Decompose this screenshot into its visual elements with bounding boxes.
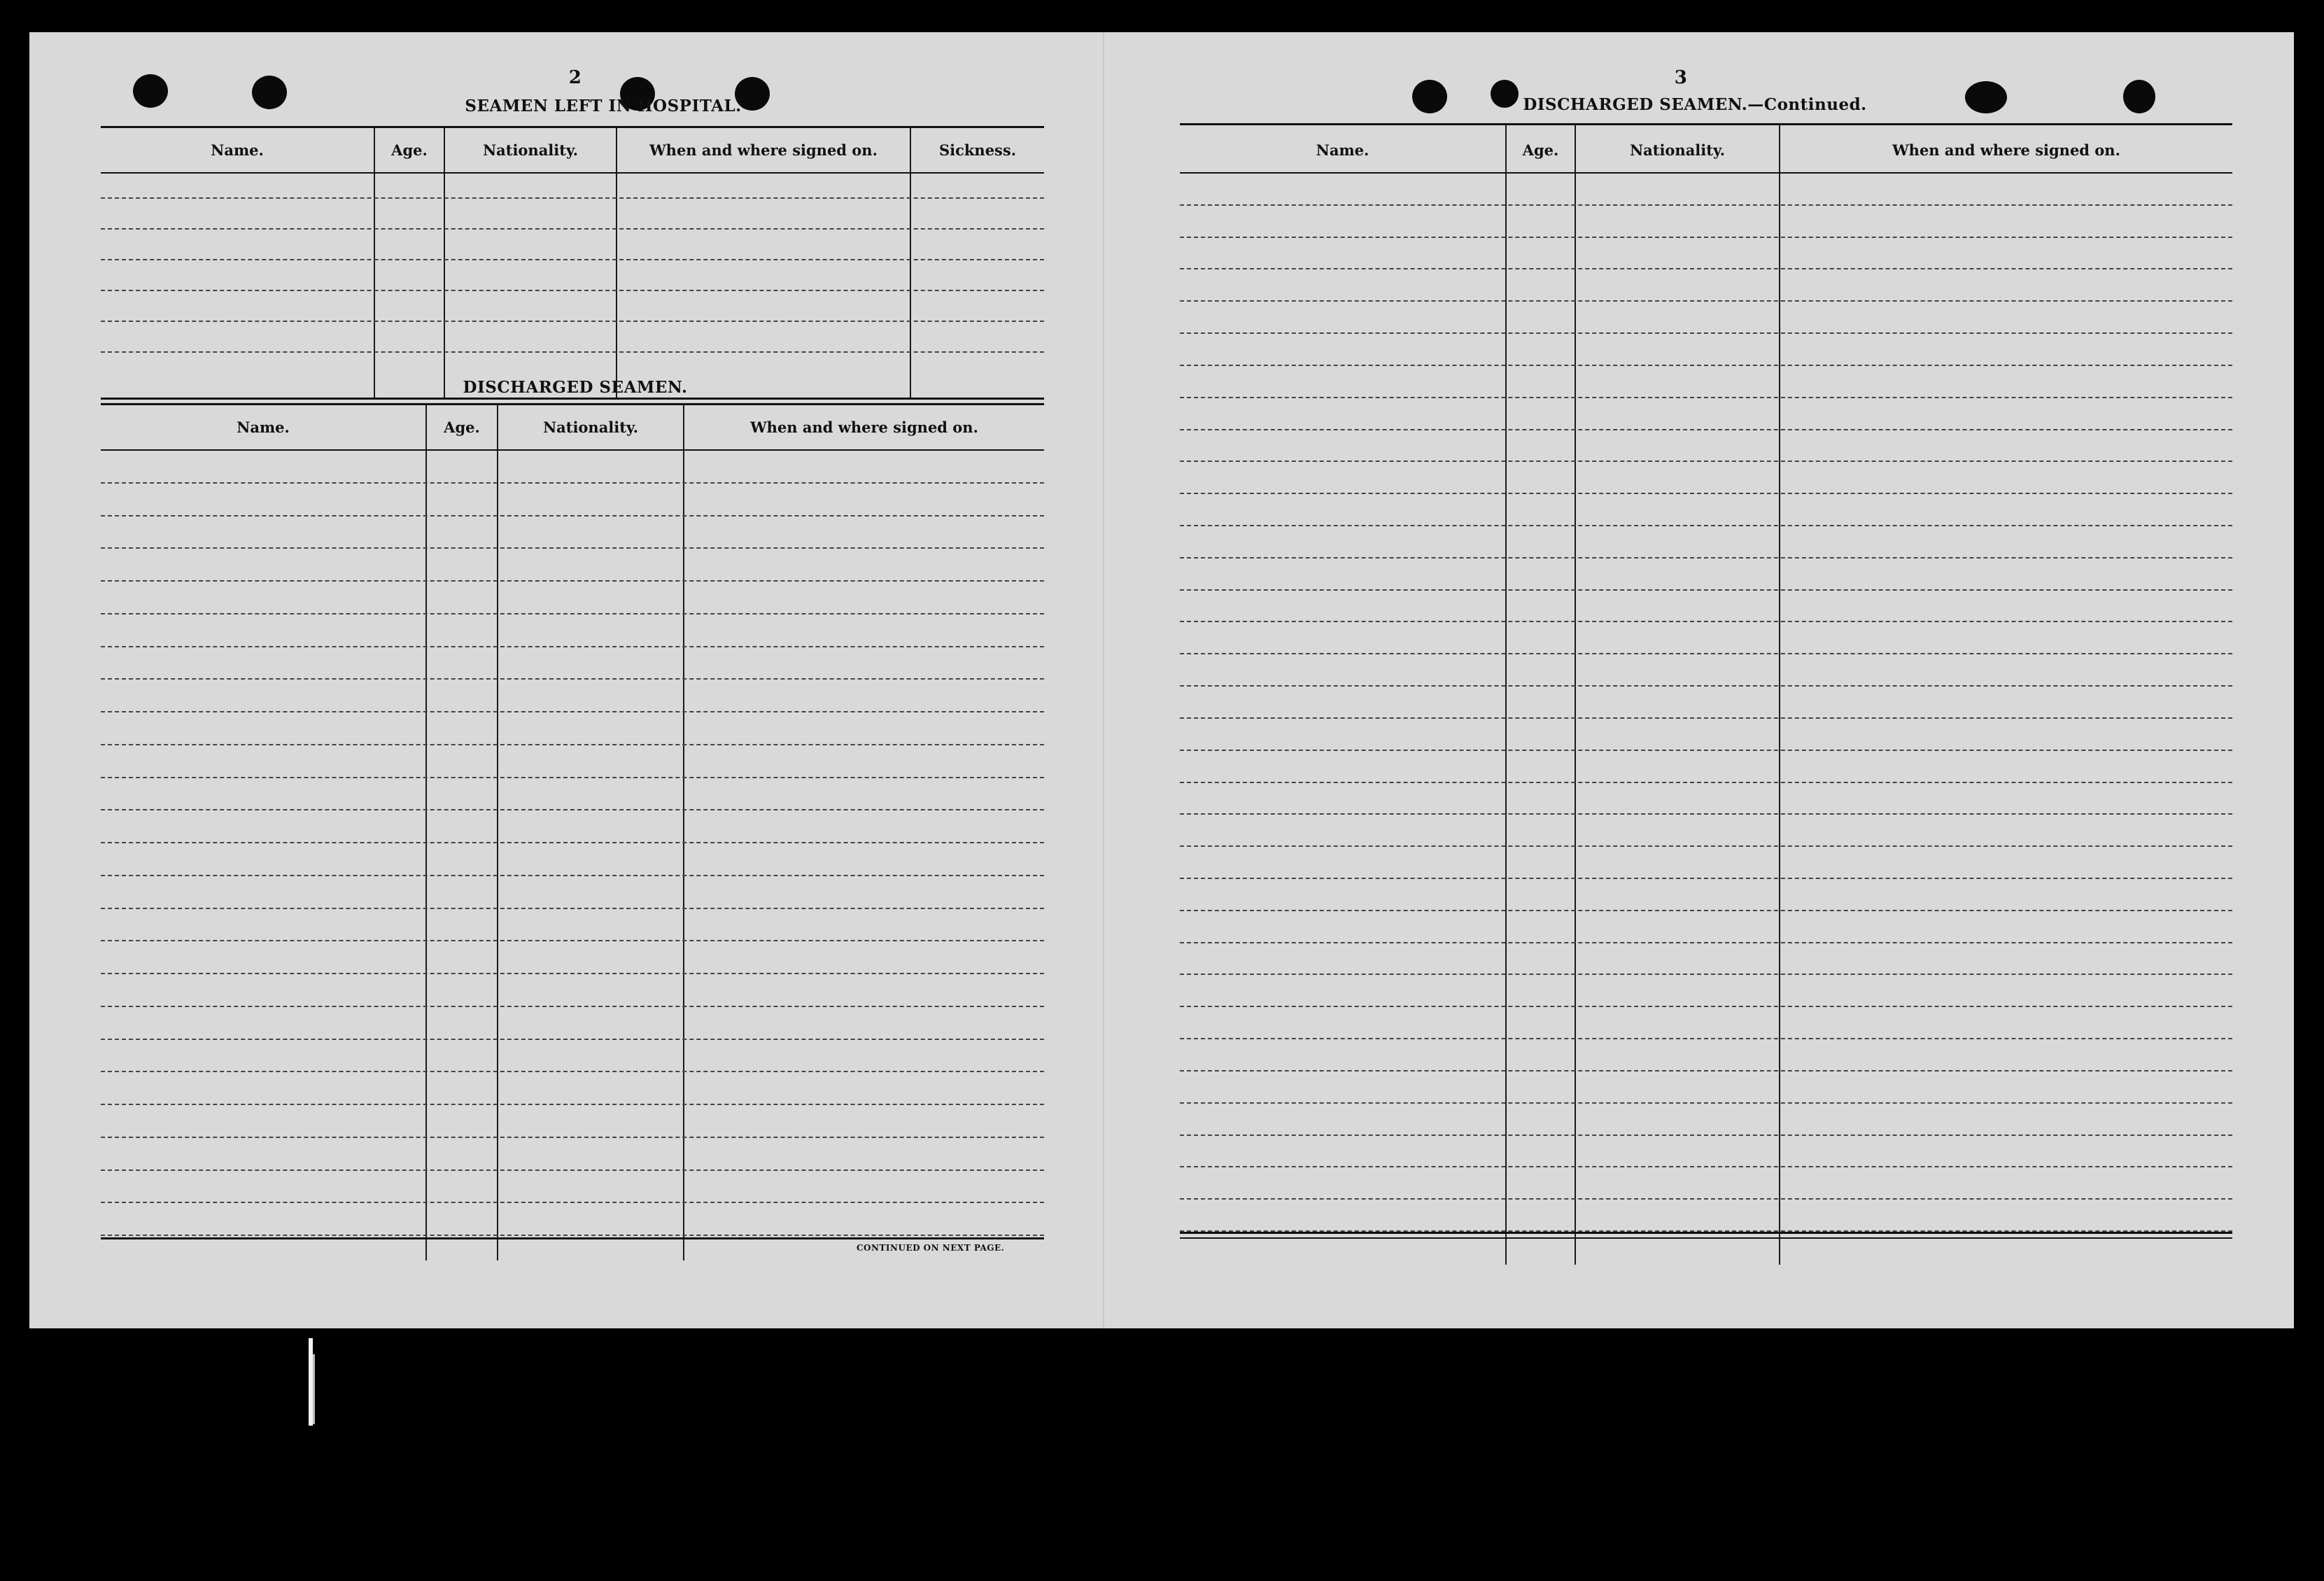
entry-row (101, 1137, 1044, 1138)
entry-row (1180, 268, 2232, 269)
entry-row (101, 351, 1044, 353)
entry-row (1180, 557, 2232, 558)
entry-row (1180, 1134, 2232, 1136)
hospital-col-name: Name. (211, 141, 264, 159)
punch-hole (1965, 81, 2007, 113)
entry-row (1180, 942, 2232, 943)
document-sheet (29, 32, 2294, 1328)
entry-row (1180, 1006, 2232, 1007)
column-divider (497, 405, 498, 1260)
entry-row (1180, 204, 2232, 206)
column-divider (1575, 125, 1576, 1265)
entry-row (1180, 332, 2232, 334)
entry-row (101, 1104, 1044, 1105)
entry-row (1180, 1070, 2232, 1071)
entry-row (101, 678, 1044, 680)
entry-row (101, 482, 1044, 484)
column-divider (616, 128, 617, 398)
header-underline (1180, 172, 2232, 174)
entry-row (101, 547, 1044, 549)
discharged-col-nationality: Nationality. (542, 419, 639, 436)
entry-row (1180, 813, 2232, 815)
hospital-col-nationality: Nationality. (482, 141, 579, 159)
entry-row (1180, 1198, 2232, 1200)
table-bottom-rule (101, 398, 1044, 400)
column-divider (1505, 125, 1507, 1265)
entry-row (101, 1202, 1044, 1203)
entry-row (101, 842, 1044, 843)
entry-row (1180, 845, 2232, 847)
column-divider (1779, 125, 1780, 1265)
entry-row (1180, 685, 2232, 687)
entry-row (1180, 300, 2232, 302)
entry-row (101, 1071, 1044, 1072)
entry-row (1180, 621, 2232, 622)
discharged-col-signed-on: When and where signed on. (750, 419, 978, 436)
hospital-section-title: SEAMEN LEFT IN HOSPITAL. (465, 97, 742, 115)
entry-row (101, 290, 1044, 291)
entry-row (101, 1169, 1044, 1171)
entry-row (101, 940, 1044, 941)
entry-row (101, 515, 1044, 517)
header-underline (101, 172, 1044, 174)
discharged-col-name: Name. (237, 419, 290, 436)
entry-row (101, 580, 1044, 582)
entry-row (1180, 1038, 2232, 1039)
table-bottom-rule (1180, 1237, 2232, 1239)
entry-row (101, 973, 1044, 974)
entry-row (101, 321, 1044, 322)
entry-row (1180, 493, 2232, 494)
entry-row (101, 613, 1044, 614)
continued-section-title: DISCHARGED SEAMEN.—Continued. (1523, 95, 1867, 114)
entry-row (101, 711, 1044, 712)
entry-row (101, 259, 1044, 260)
entry-row (101, 875, 1044, 876)
entry-row (1180, 653, 2232, 654)
entry-row (1180, 782, 2232, 783)
table-top-rule (101, 126, 1044, 128)
continued-col-nationality: Nationality. (1629, 141, 1726, 159)
entry-row (101, 1235, 1044, 1236)
continued-col-signed-on: When and where signed on. (1892, 141, 2120, 159)
page-number: 2 (568, 67, 582, 88)
page-number: 3 (1674, 67, 1688, 88)
continued-note: CONTINUED ON NEXT PAGE. (857, 1243, 1005, 1253)
hospital-col-age: Age. (391, 141, 428, 159)
entry-row (1180, 1166, 2232, 1167)
punch-hole (133, 74, 168, 108)
discharged-col-age: Age. (444, 419, 480, 436)
entry-row (1180, 910, 2232, 911)
left-page (29, 32, 1103, 1328)
right-page (1104, 32, 2294, 1328)
entry-row (1180, 461, 2232, 462)
punch-hole (252, 76, 287, 109)
entry-row (1180, 1102, 2232, 1104)
hospital-col-signed-on: When and where signed on. (649, 141, 878, 159)
entry-row (1180, 237, 2232, 238)
entry-row (1180, 974, 2232, 975)
entry-row (1180, 365, 2232, 366)
column-divider (683, 405, 684, 1260)
film-scratch (313, 1354, 315, 1424)
entry-row (101, 1039, 1044, 1040)
table-top-rule (101, 403, 1044, 405)
column-divider (374, 128, 375, 398)
header-underline (101, 449, 1044, 451)
table-bottom-rule (1180, 1232, 2232, 1234)
entry-row (1180, 429, 2232, 430)
punch-hole (1412, 80, 1447, 113)
table-bottom-rule (101, 1237, 1044, 1239)
entry-row (1180, 525, 2232, 526)
entry-row (101, 646, 1044, 647)
entry-row (101, 809, 1044, 810)
entry-row (1180, 878, 2232, 879)
entry-row (101, 197, 1044, 199)
entry-row (1180, 750, 2232, 751)
column-divider (444, 128, 445, 398)
entry-row (101, 744, 1044, 745)
entry-row (1180, 397, 2232, 398)
entry-row (101, 777, 1044, 778)
continued-col-name: Name. (1316, 141, 1369, 159)
entry-row (1180, 589, 2232, 591)
entry-row (101, 1006, 1044, 1007)
table-top-rule (1180, 123, 2232, 125)
punch-hole (2123, 80, 2155, 113)
column-divider (425, 405, 427, 1260)
discharged-section-title: DISCHARGED SEAMEN. (463, 378, 688, 397)
continued-col-age: Age. (1522, 141, 1559, 159)
entry-row (1180, 717, 2232, 719)
entry-row (101, 228, 1044, 230)
column-divider (910, 128, 911, 398)
entry-row (101, 908, 1044, 909)
hospital-col-sickness: Sickness. (938, 141, 1017, 159)
